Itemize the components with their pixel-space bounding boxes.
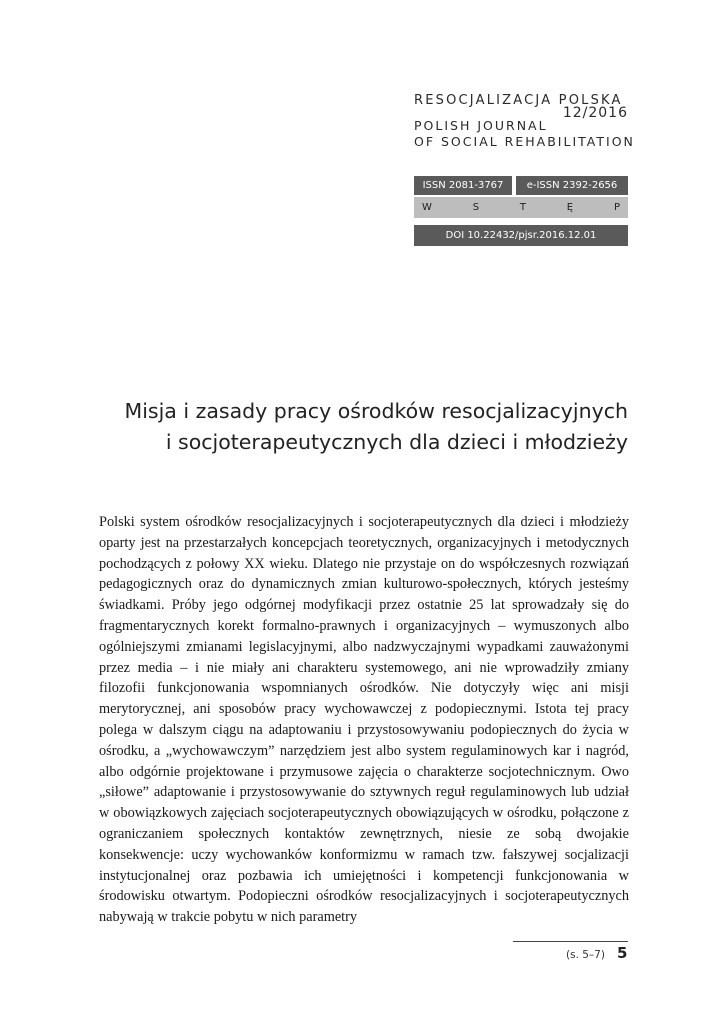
article-body: Polski system ośrodków resocjalizacyjnych i socjoterapeutycznych dla dzieci i młodzieży oparty jest na przestarzałych koncepcjach teoretycznych, organizacyjnych i metodycznych pochodzących z połowy XX wieku. Dlatego nie przystaje on do współczesnych rozwiązań pedagogicznych oraz do dynamicznych zmian kulturowo-społecznych, których jesteśmy świadkami. Próby jego odgórnej modyfikacji przez ostatnie 25 lat sprowadzały się do fragmentarycznych korekt formalno-prawnych i organizacyjnych – wymuszonych albo ogólniejszymi zmianami legislacyjnymi, albo nadzwyczajnymi wypadkami zauważonymi przez media – i nie miały ani charakteru systemowego, ani nie wprowadziły zmiany filozofii funkcjonowania wspomnianych ośrodków. Nie dotyczyły więc ani misji merytorycznej, ani sposobów pracy wychowawczej z podopiecznymi. Istota tej pracy polega w dalszym ciągu na adaptowaniu i przystosowywaniu podopiecznych do życia w ośrodku, a „wychowawczym” narzędziem jest albo system regulaminowych kar i nagród, albo odgórnie projektowane i przymusowe zajęcia o charakterze socjotechnicznym. Owo „siłowe” adaptowanie i przystosowywanie do sztywnych reguł regulaminowych lub udział w obowiązkowych zajęciach socjoterapeutycznych obowiązujących w ośrodku, połączone z ograniczaniem społecznych kontaktów zewnętrznych, niesie ze sobą dwojakie konsekwencje: uczy wychowanków konformizmu w ramach tzw. fałszywej socjalizacji instytucjonalnej oraz pozbawia ich umiejętności i kompetencji funkcjonowania w środowisku otwartym. Podopieczni ośrodków resocjalizacyjnych i socjoterapeutycznych nabywają w trakcie pobytu w nich parametry	[99, 514, 629, 926]
section-label-bar	[414, 197, 628, 218]
page-range: (s. 5–7)	[566, 949, 605, 961]
article-title	[125, 396, 628, 458]
section-letter: T	[519, 202, 526, 213]
section-letter: W	[422, 202, 432, 213]
journal-english-name-line1: POLISH JOURNAL	[414, 118, 548, 133]
section-letter: P	[613, 202, 620, 213]
journal-header	[414, 92, 635, 150]
page-number: 5	[617, 944, 628, 962]
journal-name: RESOCJALIZACJA POLSKA	[414, 93, 623, 108]
eissn-badge: e-ISSN 2392-2656	[516, 176, 628, 195]
article-title-line1: Misja i zasady pracy ośrodków resocjalizacyjnych	[124, 399, 628, 423]
doi-badge: DOI 10.22432/pjsr.2016.12.01	[414, 225, 628, 246]
section-letter: S	[472, 202, 480, 213]
section-letter: Ę	[566, 202, 574, 213]
article-title-line2: i socjoterapeutycznych dla dzieci i młodzieży	[165, 430, 628, 454]
journal-issue: 12/2016	[562, 105, 628, 121]
journal-english-name-line2: OF SOCIAL REHABILITATION	[414, 134, 635, 149]
footer-rule	[513, 941, 628, 942]
issn-badge: ISSN 2081-3767	[414, 176, 512, 195]
journal-subrow	[414, 105, 628, 133]
